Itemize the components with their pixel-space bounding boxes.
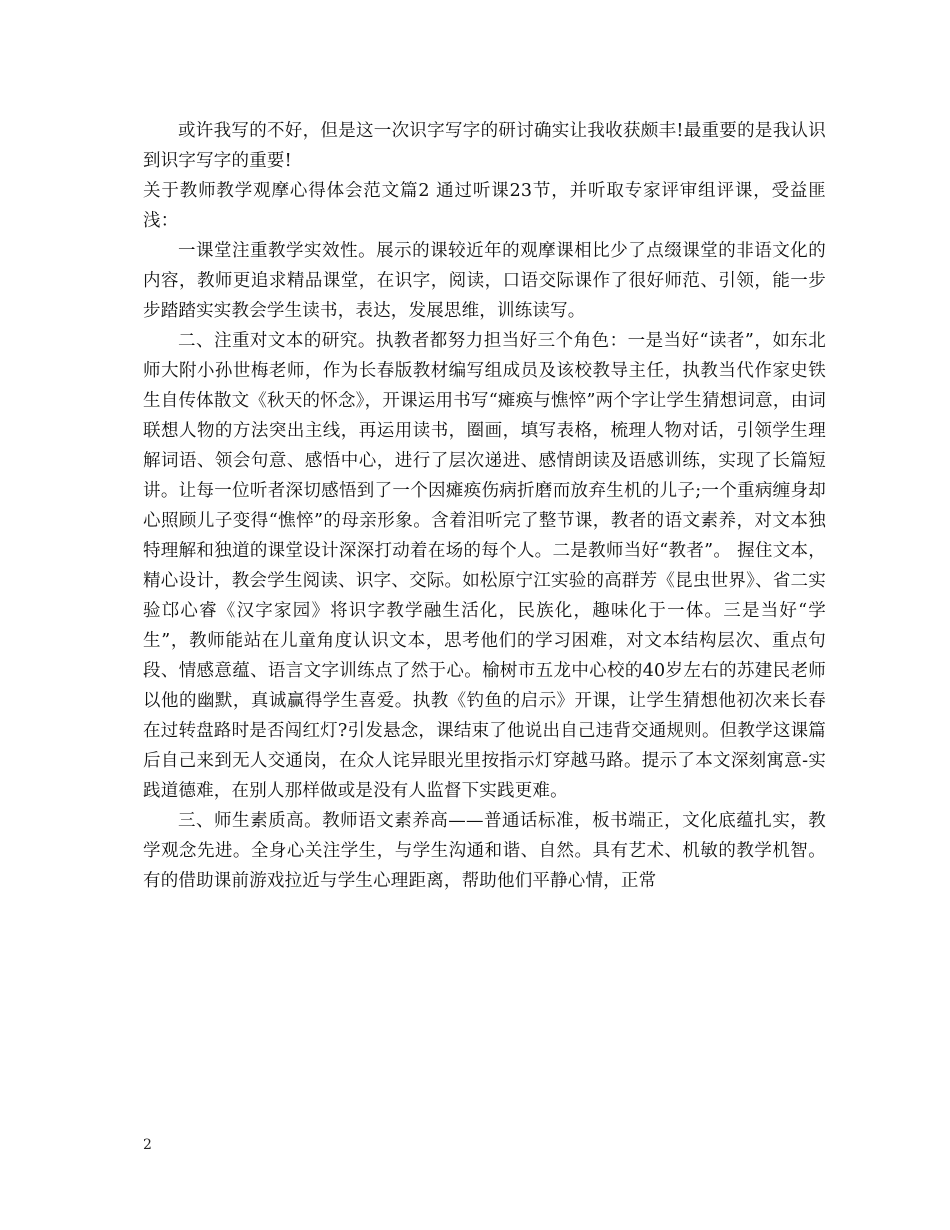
paragraph-point-two: 二、注重对文本的研究。执教者都努力担当好三个角色：一是当好“读者”，如东北师大附小孙世梅老师，作为长春版教材编写组成员及该校教导主任，执教当代作家史铁生自传体散文《秋天的怀念》，开课运用书写“瘫痪与憔悴”两个字让学生猜想词意，由词联想人物的方法突出主线，再运用读书，圈画，填写表格，梳理人物对话，引领学生理解词语、领会句意、感悟中心，进行了层次递进、感情朗读及语感训练，实现了长篇短讲。让每一位听者深切感悟到了一个因瘫痪伤病折磨而放弃生机的儿子;一个重病缠身却心照顾儿子变得“憔悴”的母亲形象。含着泪听完了整节课，教者的语文素养，对文本独特理解和独道的课堂设计深深打动着在场的每个人。二是教师当好“教者”。 握住文本，精心设计，教会学生阅读、识字、交际。如松原宁江实验的高群芳《昆虫世界》、省二实验邙心睿《汉字家园》将识字教学融生活化，民族化，趣味化于一体。三是当好“学生”，教师能站在儿童角度认识文本，思考他们的学习困难，对文本结构层次、重点句段、情感意蕴、语言文字训练点了然于心。榆树市五龙中心校的40岁左右的苏建民老师以他的幽默，真诚赢得学生喜爱。执教《钓鱼的启示》开课，让学生猜想他初次来长春在过转盘路时是否闯红灯?引发悬念，课结束了他说出自己违背交通规则。但教学这课篇后自己来到无人交通岗，在众人诧异眼光里按指示灯穿越马路。提示了本文深刻寓意-实践道德难，在别人那样做或是没有人监督下实践更难。 — [143, 331, 826, 801]
document-body — [143, 116, 826, 896]
paragraph-point-one: 一课堂注重教学实效性。展示的课较近年的观摩课相比少了点缀课堂的非语文化的内容，教师更追求精品课堂，在识字，阅读，口语交际课作了很好师范、引领，能一步步踏踏实实教会学生读书，表达，发展思维，训练读写。 — [143, 241, 826, 321]
article-title-and-intro: 关于教师教学观摩心得体会范文篇2 通过听课23节，并听取专家评审组评课，受益匪浅： — [143, 181, 826, 231]
paragraph-point-three: 三、师生素质高。教师语文素养高——普通话标准，板书端正，文化底蕴扎实，教学观念先进。全身心关注学生，与学生沟通和谐、自然。具有艺术、机敏的教学机智。有的借助课前游戏拉近与学生心理距离，帮助他们平静心情，正常 — [143, 811, 826, 891]
paragraph-conclusion: 或许我写的不好，但是这一次识字写字的研讨确实让我收获颇丰!最重要的是我认识到识字写字的重要! — [143, 121, 826, 171]
page-number: 2 — [143, 1137, 152, 1153]
